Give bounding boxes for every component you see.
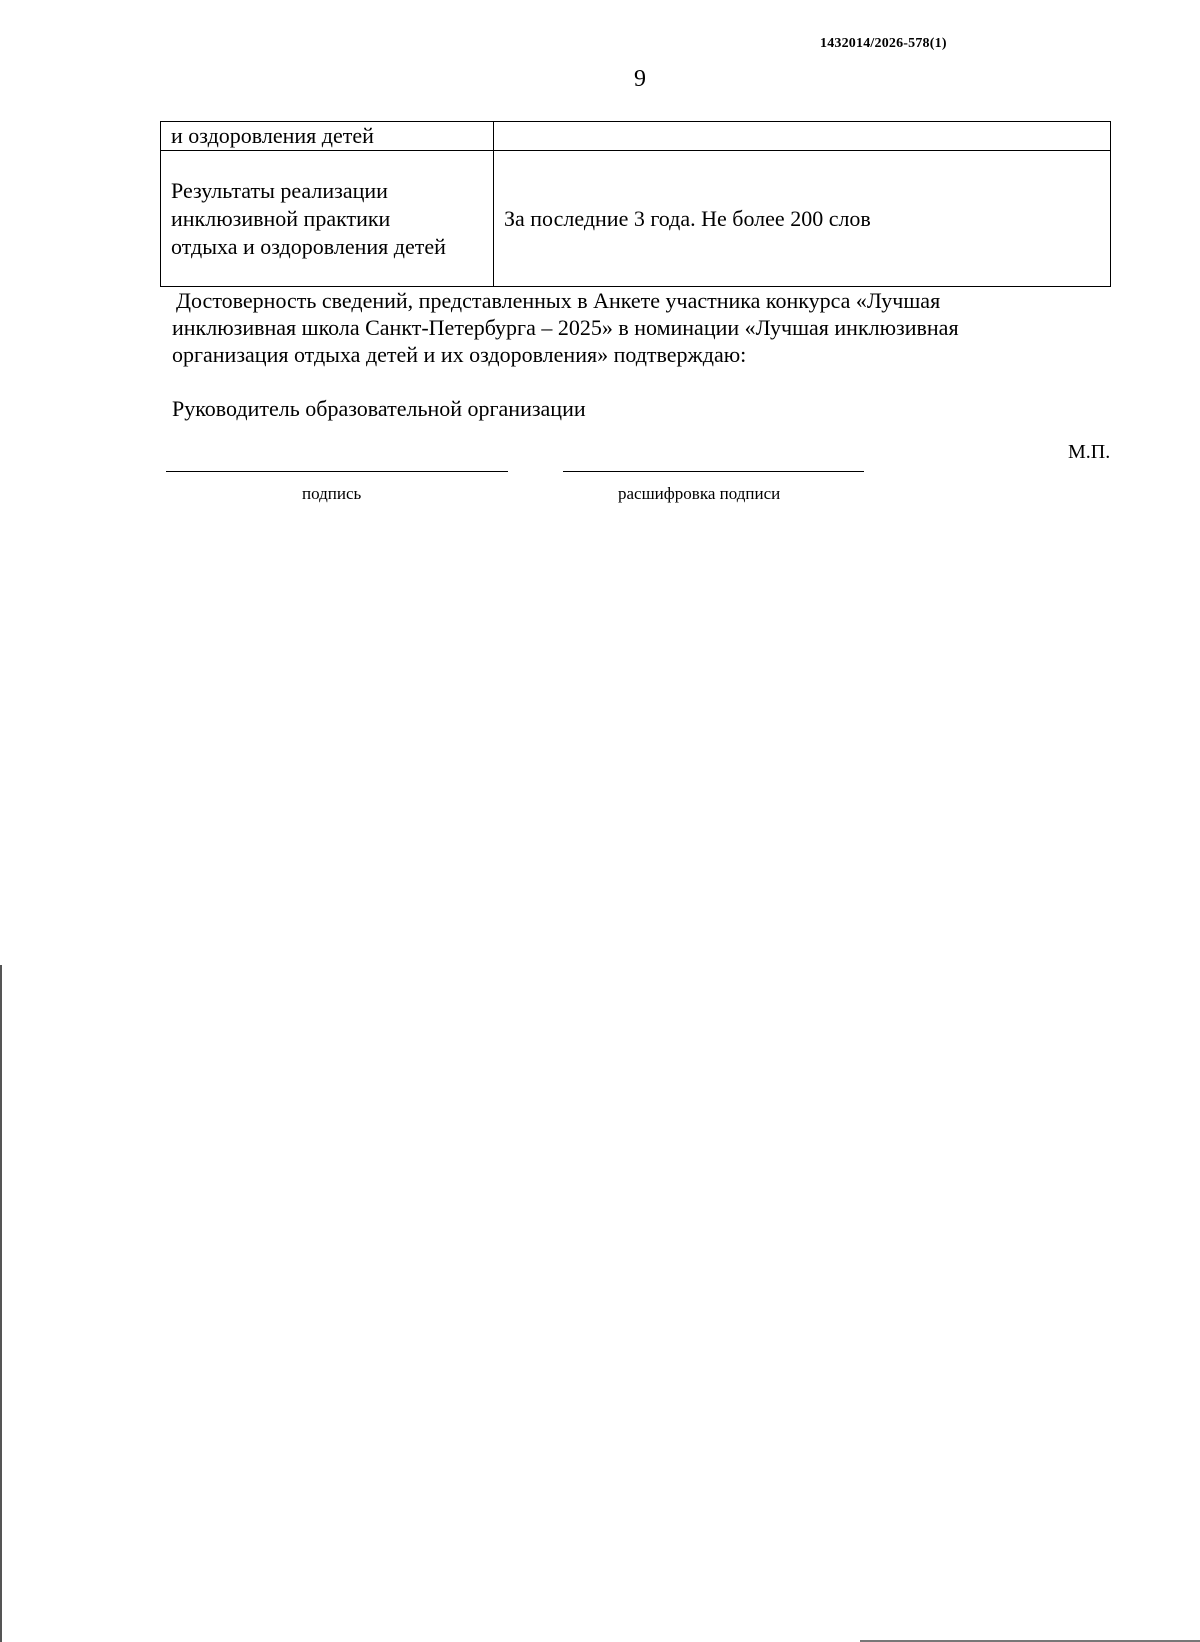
signature-line	[166, 471, 508, 472]
form-table	[160, 121, 1111, 287]
decoding-caption: расшифровка подписи	[618, 484, 781, 503]
row-label-line: инклюзивной практики	[171, 205, 391, 231]
attestation-line: Достоверность сведений, представленных в Анкете участника конкурса «Лучшая	[176, 288, 941, 313]
table-row	[161, 122, 1111, 151]
attestation-paragraph	[172, 287, 1111, 368]
table-row	[161, 151, 1111, 287]
row-label-line: отдыха и оздоровления детей	[171, 233, 446, 259]
scan-edge-left	[0, 965, 2, 1642]
row-value: За последние 3 года. Не более 200 слов	[494, 151, 1111, 287]
seal-mark: М.П.	[1068, 441, 1111, 463]
signature-caption: подпись	[302, 484, 362, 503]
row-label: и оздоровления детей	[161, 122, 494, 151]
page-number: 9	[634, 66, 646, 92]
row-label	[161, 151, 494, 287]
document-number: 1432014/2026-578(1)	[820, 36, 947, 51]
attestation-line: организация отдыха детей и их оздоровления» подтверждаю:	[172, 342, 747, 367]
row-value	[494, 122, 1111, 151]
row-label-line: Результаты реализации	[171, 177, 388, 203]
decoding-line	[563, 471, 864, 472]
attestation-line: инклюзивная школа Санкт-Петербурга – 2025» в номинации «Лучшая инклюзивная	[172, 315, 959, 340]
head-title: Руководитель образовательной организации	[172, 396, 586, 421]
